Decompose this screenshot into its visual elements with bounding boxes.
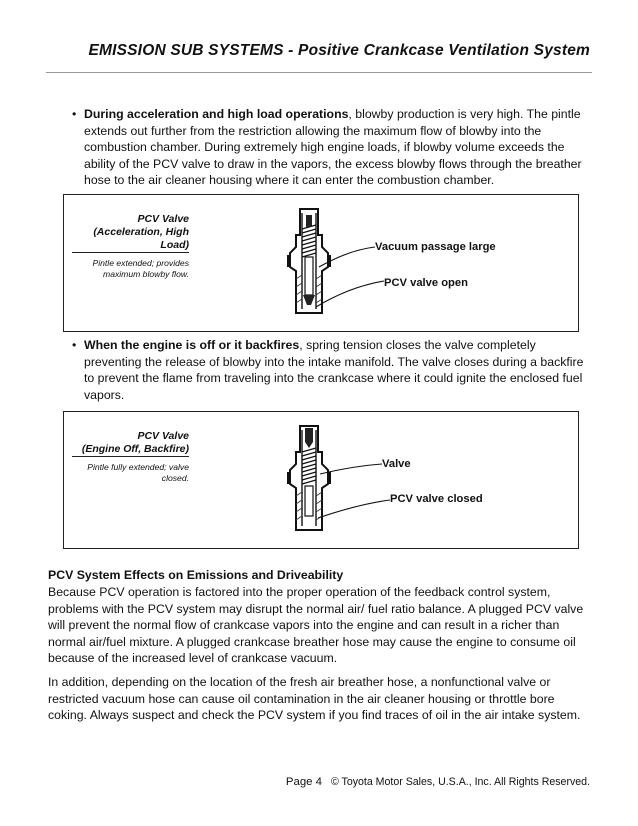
figure-title-line: (Acceleration, High (93, 226, 189, 238)
figure-pcv-valve-open (63, 194, 579, 332)
figure-pcv-valve-closed (63, 411, 579, 549)
bullet-text (84, 337, 592, 403)
callout-vacuum-passage-large: Vacuum passage large (375, 241, 496, 253)
bullet-bold-lead: When the engine is off or it backfires (84, 338, 300, 352)
bullet-engine-off (72, 337, 592, 403)
figure-title-line: PCV Valve (137, 430, 189, 442)
page-footer (286, 776, 590, 788)
figure-title-line: (Engine Off, Backfire) (81, 443, 189, 455)
pcv-valve-open-illustration (64, 195, 578, 331)
section-paragraph-1: Because PCV operation is factored into the proper operation of the feedback control system, problems with the PCV system may disrupt the normal air/ fuel ratio balance. A plugged PCV valve will prevent the normal flow of crankcase vapors into the engine and can result in a richer than normal air/fuel mixture. A plugged crankcase breather hose may cause the engine to consume oil because of the increased level of crankcase vacuum. (48, 585, 584, 665)
callout-pcv-valve-closed: PCV valve closed (390, 493, 483, 505)
figure-caption-line: Pintle fully extended; valve (87, 462, 189, 472)
bullet-dot: • (72, 107, 77, 121)
figure-caption-line: closed. (161, 473, 189, 483)
callout-pcv-valve-open: PCV valve open (384, 277, 468, 289)
page-header-title: EMISSION SUB SYSTEMS - Positive Crankcase Ventilation System (88, 42, 590, 59)
callout-valve: Valve (382, 458, 411, 470)
figure-title-line: Load) (160, 239, 189, 251)
copyright-notice: © Toyota Motor Sales, U.S.A., Inc. All Rights Reserved. (330, 776, 590, 788)
bullet-text (84, 106, 592, 189)
header-divider (46, 72, 592, 73)
bullet-body: , blowby production is very high. The pintle extends out further from the restriction allowing the maximum flow of blowby into the combustion chamber. During extremely high engine loads, if blowby volume exceeds the ability of the PCV valve to draw in the vapors, the excess blowby flows through the breather hose to the air cleaner housing where it can enter the combustion chamber. (84, 107, 582, 187)
pcv-valve-closed-illustration (64, 412, 578, 548)
bullet-body: , spring tension closes the valve completely preventing the release of blowby into the intake manifold. The valve closes during a backfire to prevent the flame from traveling into the crankcase where it could ignite the enclosed fuel vapors. (84, 338, 584, 402)
figure-title-line: PCV Valve (137, 213, 189, 225)
section-title: PCV System Effects on Emissions and Driveability (48, 568, 344, 582)
bullet-bold-lead: During acceleration and high load operations (84, 107, 349, 121)
bullet-acceleration (72, 106, 592, 189)
figure-caption-line: Pintle extended; provides (92, 258, 189, 268)
figure-caption-line: maximum blowby flow. (103, 269, 189, 279)
page-number: Page 4 (285, 776, 323, 788)
bullet-dot: • (72, 338, 77, 352)
section-paragraph-2: In addition, depending on the location of the fresh air breather hose, a nonfunctional valve or restricted vacuum hose can cause oil contamination in the air cleaner housing or throttle bore coking. Always suspect and check the PCV system if you find traces of oil in the air intake system. (48, 675, 581, 722)
